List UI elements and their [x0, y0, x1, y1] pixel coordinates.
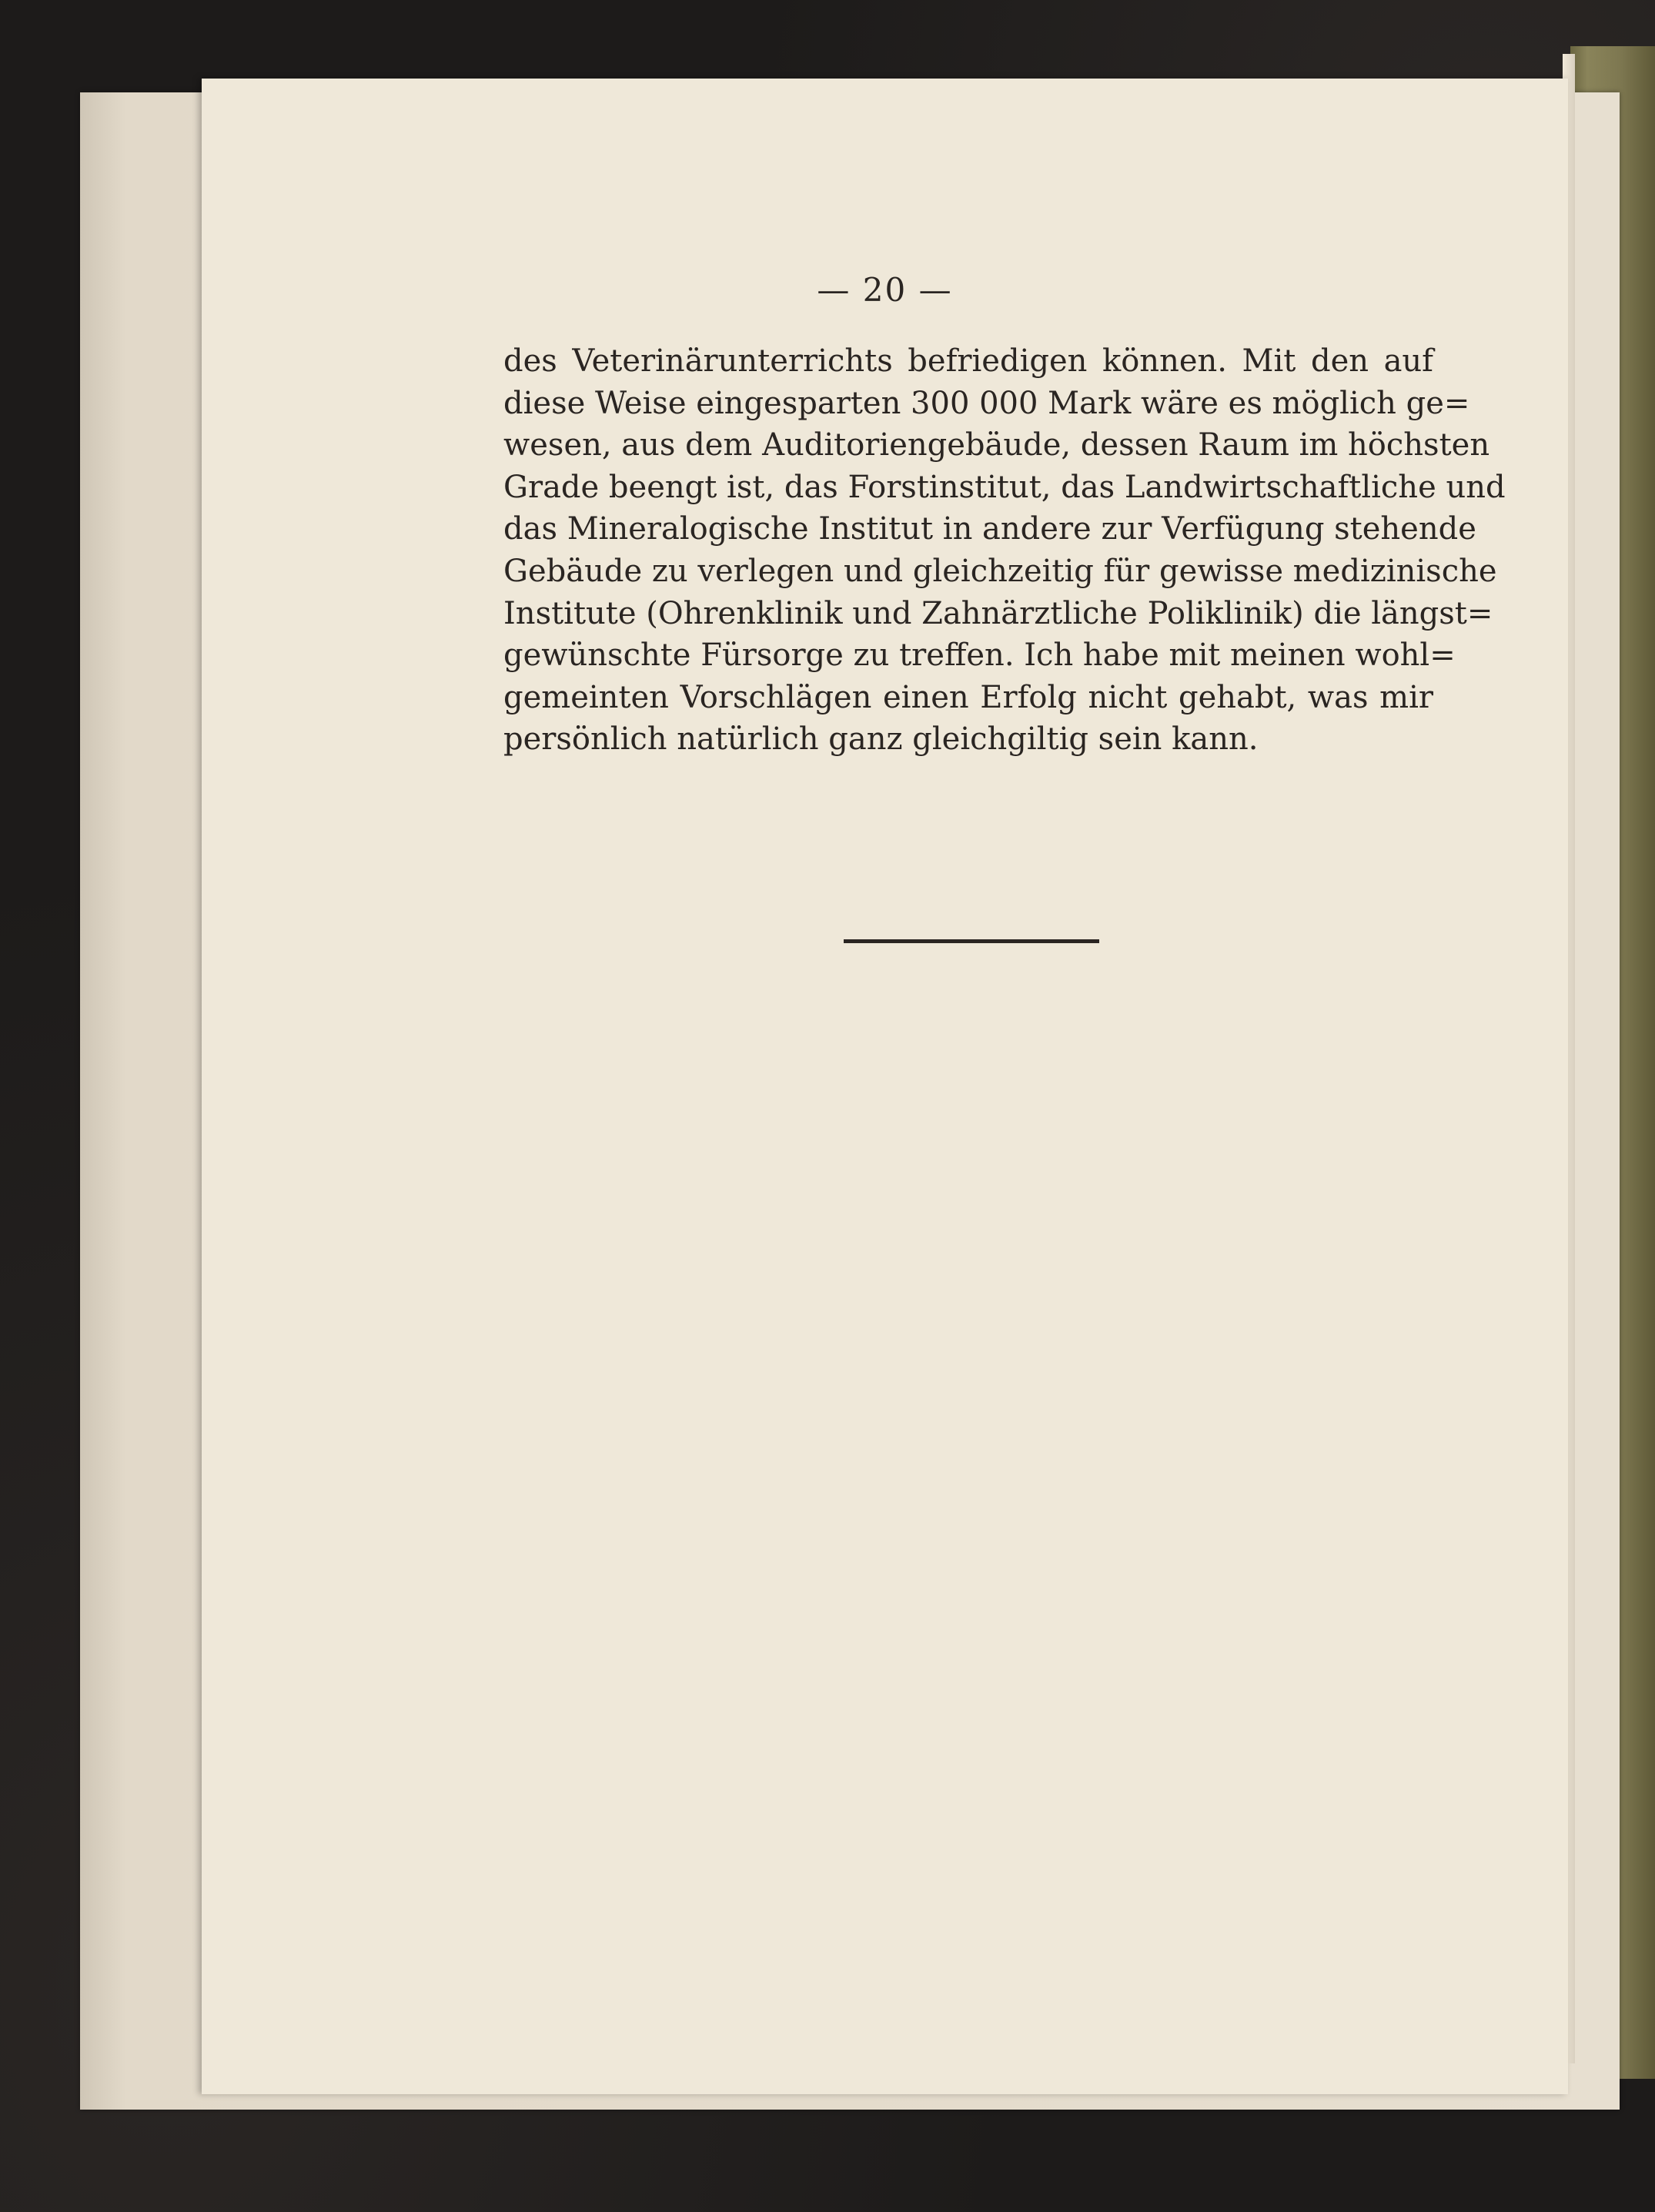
text-line: Grade beengt ist, das Forstinstitut, das Landwirtschaftliche und — [503, 469, 1506, 505]
text-line: das Mineralogische Institut in andere zur Verfügung stehende — [503, 511, 1476, 547]
text-line: wesen, aus dem Auditoriengebäude, dessen Raum im höchsten — [503, 427, 1490, 463]
text-line: Gebäude zu verlegen und gleichzeitig für gewisse medizinische — [503, 553, 1497, 589]
text-line: gewünschte Fürsorge zu treffen. Ich habe mit meinen wohl= — [503, 637, 1456, 674]
text-line: persönlich natürlich ganz gleichgiltig sein kann. — [503, 721, 1259, 758]
closing-rule — [844, 939, 1099, 943]
body-paragraph — [503, 340, 1506, 761]
page-number: — 20 — — [817, 271, 953, 309]
text-line: Institute (Ohrenklinik und Zahnärztliche Poliklinik) die längst= — [503, 595, 1493, 631]
text-line: gemeinten Vorschlägen einen Erfolg nicht gehabt, was mir — [503, 679, 1433, 715]
text-line: des Veterinärunterrichts befriedigen können. Mit den auf — [503, 343, 1433, 379]
text-line: diese Weise eingesparten 300 000 Mark wäre es möglich ge= — [503, 385, 1470, 421]
book-page — [202, 79, 1568, 2094]
